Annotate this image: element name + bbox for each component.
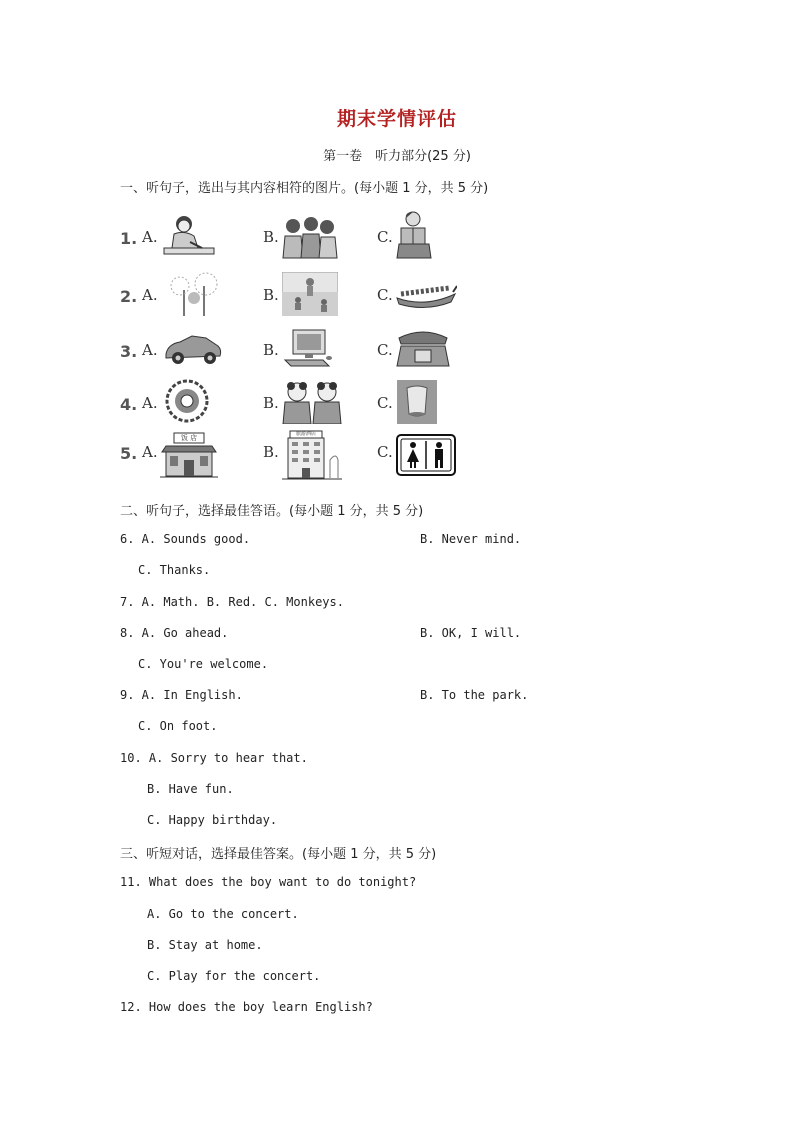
option-label: C.	[377, 443, 393, 461]
beach-icon	[282, 272, 338, 316]
question-number: 3.	[120, 342, 138, 361]
q11-question: 11. What does the boy want to do tonight?	[120, 875, 417, 889]
q8-option-b: B. OK, I will.	[420, 626, 522, 640]
dolls-icon	[281, 380, 343, 424]
option-label: C.	[377, 394, 393, 412]
option-label: B.	[263, 394, 279, 412]
q10-option-a: 10. A. Sorry to hear that.	[120, 751, 308, 765]
trees-icon	[168, 272, 224, 316]
restaurant-sign-text: 饭 店	[180, 434, 198, 442]
option-label: B.	[263, 341, 279, 359]
q6-option-c: C. Thanks.	[138, 563, 211, 577]
option-label: A.	[142, 228, 158, 246]
option-label: B.	[263, 443, 279, 461]
option-label: C.	[377, 228, 393, 246]
man-reading-icon	[395, 210, 433, 260]
q6-option-b: B. Never mind.	[420, 532, 522, 546]
option-label: C.	[377, 341, 393, 359]
option-label: A.	[142, 443, 158, 461]
q9-option-b: B. To the park.	[420, 688, 529, 702]
computer-icon	[283, 328, 333, 368]
q12-question: 12. How does the boy learn English?	[120, 1000, 373, 1014]
page-title: 期末学情评估	[336, 108, 457, 130]
paper-cut-icon	[162, 378, 212, 424]
q9-option-a: 9. A. In English.	[120, 688, 243, 702]
dragon-boat-icon	[395, 280, 457, 310]
q9-option-c: C. On foot.	[138, 719, 218, 733]
girl-writing-icon	[160, 212, 218, 260]
q6-option-a: 6. A. Sounds good.	[120, 532, 251, 546]
sky-lantern-icon	[397, 380, 437, 424]
question-number: 4.	[120, 395, 138, 414]
question-number: 1.	[120, 229, 138, 248]
option-label: A.	[142, 341, 158, 359]
q8-option-a: 8. A. Go ahead.	[120, 626, 229, 640]
q11-option-a: A. Go to the concert.	[147, 907, 299, 921]
children-group-icon	[281, 214, 339, 260]
q11-option-c: C. Play for the concert.	[147, 969, 321, 983]
question-number: 2.	[120, 287, 138, 306]
restroom-sign-icon	[396, 434, 456, 476]
telephone-icon	[395, 328, 451, 368]
option-label: A.	[142, 394, 158, 412]
q7-line: 7. A. Math. B. Red. C. Monkeys.	[120, 595, 344, 609]
hotel-sign-text: 旅游酒店	[295, 431, 316, 437]
option-label: C.	[377, 286, 393, 304]
option-label: A.	[142, 286, 158, 304]
option-label: B.	[263, 286, 279, 304]
section3-heading: 三、听短对话，选择最佳答案。(每小题 1 分，共 5 分)	[120, 847, 437, 862]
page-subtitle: 第一卷 听力部分(25 分)	[323, 149, 471, 164]
option-label: B.	[263, 228, 279, 246]
hotel-building-icon	[282, 430, 342, 480]
q11-option-b: B. Stay at home.	[147, 938, 263, 952]
section1-heading: 一、听句子，选出与其内容相符的图片。(每小题 1 分，共 5 分)	[120, 181, 489, 196]
q10-option-b: B. Have fun.	[147, 782, 234, 796]
car-icon	[162, 332, 224, 366]
section2-heading: 二、听句子，选择最佳答语。(每小题 1 分，共 5 分)	[120, 504, 424, 519]
question-number: 5.	[120, 444, 138, 463]
q10-option-c: C. Happy birthday.	[147, 813, 278, 827]
restaurant-icon	[160, 432, 218, 478]
q8-option-c: C. You're welcome.	[138, 657, 269, 671]
